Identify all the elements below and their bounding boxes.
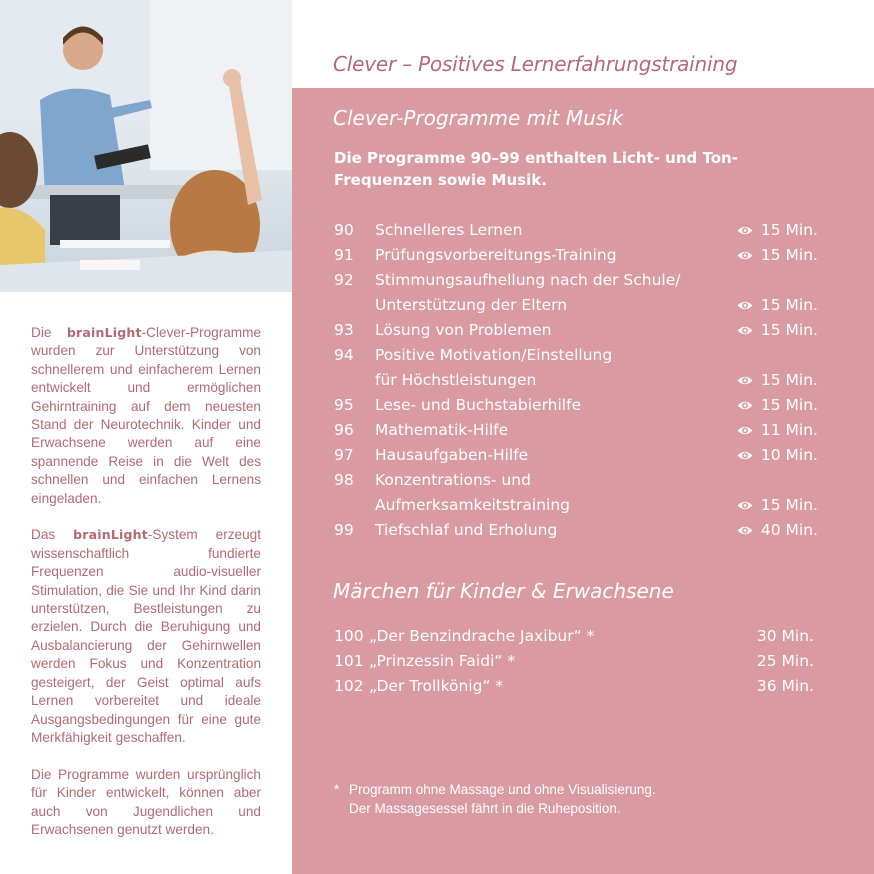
eye-icon — [737, 450, 753, 461]
program-row — [334, 318, 818, 343]
eye-icon — [737, 250, 753, 261]
p2-text: -System erzeugt wissenschaftlich fundierte Frequenzen audio-visueller Stimulation, die Sie und Ihr Kind darin unterstützen, Bestleistungen zu erzielen. Durch die Beruhigung und Ausbalancierung der Gehirnwellen werden Fokus und Konzentration gesteigert, der Geist optimal aufs Lernen vorbereitet und ideale Ausgangsbedingungen für eine gute Merkfähigkeit geschaffen. — [31, 527, 262, 745]
program-duration: 40 Min. — [760, 521, 818, 539]
eye-icon — [737, 225, 753, 236]
fairy-tale-title: „Prinzessin Faidi“ * — [369, 652, 516, 670]
brand-name: brainLight — [66, 325, 142, 340]
program-list — [334, 218, 818, 543]
fairy-tale-title: „Der Trollkönig“ * — [369, 677, 504, 695]
program-duration-wrap — [737, 293, 818, 318]
classroom-photo — [0, 0, 292, 292]
program-name: Prüfungsvorbereitungs-Training — [375, 246, 617, 264]
program-name: Lese- und Buchstabierhilfe — [375, 396, 582, 414]
fairy-tale-row — [334, 624, 814, 649]
program-name: Stimmungsaufhellung nach der Schule/ — [375, 271, 681, 289]
program-name: Schnelleres Lernen — [375, 221, 523, 239]
program-duration-wrap — [737, 243, 818, 268]
program-row — [334, 468, 818, 518]
program-row — [334, 243, 818, 268]
program-number: 98 — [334, 471, 354, 489]
music-section-intro: Die Programme 90–99 enthalten Licht- und Ton-Frequenzen sowie Musik. — [334, 149, 738, 189]
fairy-tale-list — [334, 624, 814, 699]
p1-text: -Clever-Programme wurden zur Unterstützung von schnellerem und einfacherem Lernen entwickelt und ermöglichen Gehirntraining auf dem neuesten Stand der Neurotechnik. Kinder und Erwachsene werden auf eine spannende Reise in die Welt des schnellen und einfachen Lernens eingeladen. — [31, 325, 261, 506]
program-name: Konzentrations- und — [375, 471, 531, 489]
fairy-tale-row — [334, 674, 814, 699]
program-duration: 15 Min. — [760, 246, 818, 264]
program-name-line-2: Unterstützung der Eltern — [375, 296, 568, 314]
program-name: Tiefschlaf und Erholung — [375, 521, 558, 539]
fairy-section-heading: Märchen für Kinder & Erwachsene — [333, 579, 674, 603]
page-title: Clever – Positives Lernerfahrungstraining — [333, 52, 738, 76]
program-row — [334, 443, 818, 468]
p2-prefix: Das — [31, 527, 74, 543]
program-number: 92 — [334, 271, 354, 289]
program-number: 95 — [334, 396, 354, 414]
program-name: Hausaufgaben-Hilfe — [375, 446, 529, 464]
program-name: Positive Motivation/Einstellung — [375, 346, 613, 364]
footnote-line-2: Der Massagesessel fährt in die Ruheposition. — [349, 801, 621, 816]
program-name-line-2: für Höchstleistungen — [375, 371, 537, 389]
p1-prefix: Die — [31, 325, 67, 340]
intro-paragraph-1 — [31, 324, 261, 508]
program-row — [334, 218, 818, 243]
footnote-star: * — [334, 782, 340, 797]
fairy-tale-number: 100 — [334, 627, 364, 645]
program-duration-wrap — [737, 393, 818, 418]
brand-name: brainLight — [73, 527, 148, 543]
eye-icon — [737, 325, 753, 336]
program-duration: 11 Min. — [760, 421, 818, 439]
program-duration-wrap — [737, 318, 818, 343]
eye-icon — [737, 525, 753, 536]
program-number: 90 — [334, 221, 354, 239]
program-duration: 15 Min. — [760, 496, 818, 514]
intro-paragraph-2 — [31, 526, 261, 747]
program-duration-wrap — [737, 218, 818, 243]
eye-icon — [737, 375, 753, 386]
program-row — [334, 343, 818, 393]
intro-text-column — [31, 324, 261, 858]
program-duration-wrap — [737, 418, 818, 443]
fairy-tale-duration: 36 Min. — [756, 677, 814, 695]
program-duration: 15 Min. — [760, 296, 818, 314]
program-number: 91 — [334, 246, 354, 264]
fairy-tale-title: „Der Benzindrache Jaxibur“ * — [369, 627, 595, 645]
fairy-tale-number: 102 — [334, 677, 364, 695]
program-duration: 15 Min. — [760, 221, 818, 239]
footnote-line-1: Programm ohne Massage und ohne Visualisierung. — [349, 782, 656, 797]
program-row — [334, 393, 818, 418]
eye-icon — [737, 400, 753, 411]
program-row — [334, 268, 818, 318]
program-panel — [292, 88, 874, 874]
program-duration-wrap — [737, 368, 818, 393]
footnote — [334, 780, 656, 818]
eye-icon — [737, 300, 753, 311]
fairy-tale-number: 101 — [334, 652, 364, 670]
eye-icon — [737, 500, 753, 511]
program-number: 96 — [334, 421, 354, 439]
program-duration-wrap — [737, 518, 818, 543]
fairy-tale-row — [334, 649, 814, 674]
music-section-heading: Clever-Programme mit Musik — [333, 106, 624, 130]
classroom-illustration — [0, 0, 292, 292]
program-name-line-2: Aufmerksamkeitstraining — [375, 496, 571, 514]
program-duration: 10 Min. — [760, 446, 818, 464]
program-number: 97 — [334, 446, 354, 464]
program-duration: 15 Min. — [760, 371, 818, 389]
program-number: 93 — [334, 321, 354, 339]
fairy-tale-duration: 25 Min. — [756, 652, 814, 670]
fairy-tale-duration: 30 Min. — [756, 627, 814, 645]
intro-paragraph-3: Die Programme wurden ursprünglich für Kinder entwickelt, können aber auch von Jugendlichen und Erwachsenen genutzt werden. — [31, 766, 261, 837]
program-name: Mathematik-Hilfe — [375, 421, 509, 439]
program-duration-wrap — [737, 493, 818, 518]
program-name: Lösung von Problemen — [375, 321, 552, 339]
program-row — [334, 518, 818, 543]
eye-icon — [737, 425, 753, 436]
program-row — [334, 418, 818, 443]
program-duration: 15 Min. — [760, 396, 818, 414]
program-number: 99 — [334, 521, 354, 539]
program-duration-wrap — [737, 443, 818, 468]
program-duration: 15 Min. — [760, 321, 818, 339]
program-number: 94 — [334, 346, 354, 364]
